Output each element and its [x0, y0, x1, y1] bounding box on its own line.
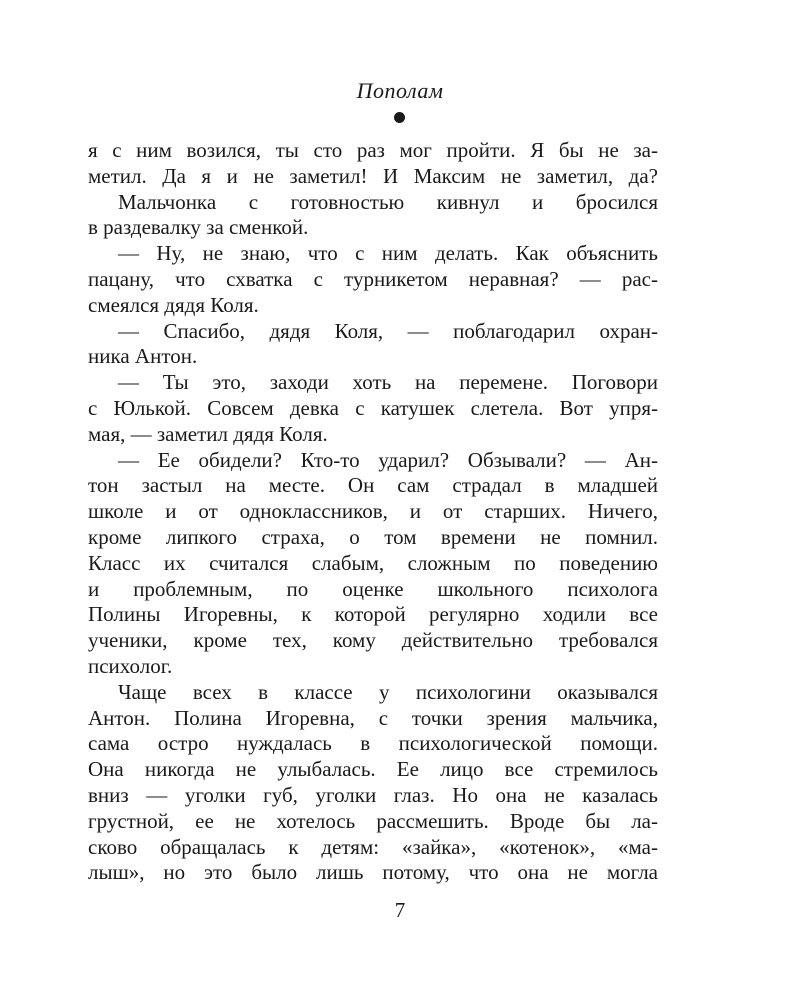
text-line: психолог. — [88, 653, 173, 678]
text-line: пацану, что схватка с турникетом неравная? — рас- — [88, 266, 658, 291]
paragraph — [88, 680, 658, 886]
text-line: ника Антон. — [88, 344, 198, 369]
text-line: лыш», но это было лишь потому, что она не могла — [88, 860, 658, 885]
text-line: сама остро нуждалась в психологической помощи. — [88, 731, 658, 756]
text-line: смеялся дядя Коля. — [88, 292, 259, 317]
paragraph — [88, 448, 658, 680]
text-line: Она никогда не улыбалась. Ее лицо все стремилось — [88, 757, 658, 782]
paragraph — [88, 319, 658, 371]
text-line: сково обращалась к детям: «зайка», «котенок», «ма- — [88, 834, 658, 859]
paragraph — [88, 138, 658, 190]
page-number: 7 — [394, 898, 406, 922]
text-line: мая, — заметил дядя Коля. — [88, 421, 328, 446]
text-line: Чаще всех в классе у психологини оказывался — [118, 679, 658, 704]
text-line: я с ним возился, ты сто раз мог пройти. Я бы не за- — [88, 138, 658, 162]
text-line: в раздевалку за сменкой. — [88, 215, 309, 240]
text-line: с Юлькой. Совсем девка с катушек слетела. Вот упря- — [88, 395, 658, 420]
paragraph — [88, 370, 658, 447]
text-line: Мальчонка с готовностью кивнул и бросился — [118, 189, 658, 214]
bullet-ornament-icon — [394, 112, 405, 123]
text-line: вниз — уголки губ, уголки глаз. Но она не казалась — [88, 782, 658, 807]
text-line: — Ты это, заходи хоть на перемене. Поговори — [118, 370, 658, 395]
text-line: — Спасибо, дядя Коля, — поблагодарил охран- — [118, 318, 658, 343]
text-line: грустной, ее не хотелось рассмешить. Вроде бы ла- — [88, 808, 658, 833]
text-line: — Ее обидели? Кто-то ударил? Обзывали? — Ан- — [118, 447, 658, 472]
text-line: — Ну, не знаю, что с ним делать. Как объяснить — [118, 241, 658, 266]
running-head-title: Пополам — [356, 78, 444, 103]
text-line: ученики, кроме тех, кому действительно требовался — [88, 628, 658, 653]
body-text — [88, 138, 658, 886]
text-line: метил. Да я и не заметил! И Максим не заметил, да? — [88, 163, 658, 188]
text-line: и проблемным, по оценке школьного психолога — [88, 576, 658, 601]
text-line: кроме липкого страха, о том времени не помнил. — [88, 524, 658, 549]
text-line: Полины Игоревны, к которой регулярно ходили все — [88, 602, 658, 627]
text-line: Антон. Полина Игоревна, с точки зрения мальчика, — [88, 705, 658, 730]
text-line: школе и от одноклассников, и от старших. Ничего, — [88, 499, 658, 524]
text-line: Класс их считался слабым, сложным по поведению — [88, 550, 658, 575]
paragraph — [88, 241, 658, 318]
text-line: тон застыл на месте. Он сам страдал в младшей — [88, 473, 658, 498]
paragraph — [88, 190, 658, 242]
